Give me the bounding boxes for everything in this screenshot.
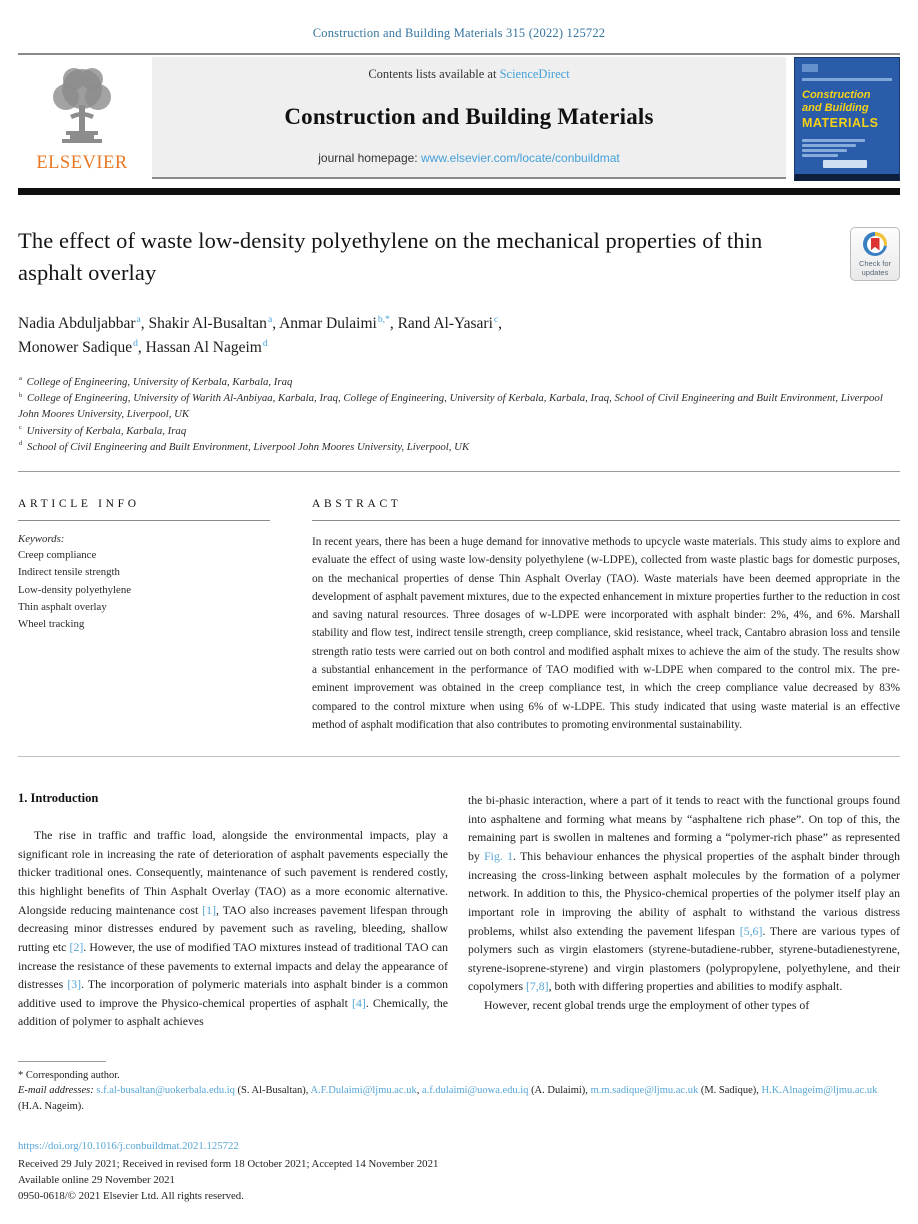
cover-issue-mark [802,64,818,72]
elsevier-tree-icon [40,63,124,151]
text-segment: , TAO also increases pavement lifespan through decreasing minor distresses endured by pavement such as raveling, bleeding, shallow rutting etc [18,902,448,954]
text-segment: E-mail addresses: [18,1085,97,1097]
text-segment: , [416,1085,422,1097]
text-segment: . There are various types of polymers such as virgin elastomers (styrene-butadiene-rubber, styrene-butadienestyrene, styrene-isoprene-styrene) and virgin plastomers (polypropylene, polyethylene, and their copolymers [468,923,900,994]
text-segment: (M. Sadique), [698,1085,762,1097]
text-segment: a [267,313,273,325]
section-divider [18,471,900,472]
badge-label: Check for updates [858,259,892,278]
info-abstract-section [18,498,900,734]
keyword-item: Wheel tracking [18,618,85,631]
inline-link[interactable]: s.f.al-busaltan@uokerbala.edu.iq [96,1085,235,1097]
article-history-block [18,1138,900,1205]
body-left-column [18,791,448,1031]
bookmark-icon [871,238,880,251]
journal-cover-thumbnail [794,57,900,181]
author-list [18,312,900,360]
heading-divider [312,520,900,521]
inline-link[interactable]: [1] [202,902,217,917]
affiliation-item: $^a$ College of Engineering, University of Kerbala, Karbala, Iraq [19,375,293,389]
title-row [18,225,900,288]
cover-divider [802,78,892,81]
inline-link[interactable]: a.f.dulaimi@uowa.edu.iq [421,1085,529,1097]
copyright-line: 0950-0618/© 2021 Elsevier Ltd. All rights reserved. [18,1190,244,1203]
cover-fineprint-lines [802,139,892,157]
text-segment: d [262,337,268,349]
received-dates: Received 29 July 2021; Received in revised form 18 October 2021; Accepted 14 November 2021 [18,1157,439,1170]
text-segment: , Rand Al-Yasari [389,315,493,332]
inline-link[interactable]: [4] [352,995,366,1010]
text-segment: , Anmar Dulaimi [272,315,377,332]
elsevier-logo [18,57,146,181]
text-segment: . Chemically, the addition of polymer to asphalt achieves [18,995,448,1029]
journal-cover [794,57,900,181]
inline-link[interactable]: [7,8] [526,979,549,994]
body-columns [18,791,900,1031]
email-addresses-line [18,1083,900,1116]
journal-title: Construction and Building Materials [284,103,654,129]
crossmark-icon [863,232,887,256]
section-divider [18,756,900,757]
text-segment: , both with differing properties and abilities to modify asphalt. [548,979,843,994]
available-online: Available online 29 November 2021 [18,1174,175,1187]
heading-divider [18,520,270,521]
body-right-column [468,791,900,1031]
doi-link[interactable]: https://doi.org/10.1016/j.conbuildmat.2021.125722 [18,1139,239,1152]
affiliations [18,374,900,455]
introduction-paragraph [468,791,900,996]
text-segment: , Hassan Al Nageim [137,339,262,357]
contents-line [368,67,569,82]
inline-link[interactable]: A.F.Dulaimi@ljmu.ac.uk [310,1085,417,1097]
text-segment: (H.A. Nageim). [18,1101,84,1113]
abstract-heading: ABSTRACT [312,497,402,510]
elsevier-wordmark: ELSEVIER [36,153,128,173]
text-segment: , Shakir Al-Busaltan [140,315,267,332]
introduction-paragraph: However, recent global trends urge the employment of other types of [484,998,810,1013]
journal-banner [152,57,786,179]
keyword-item: Low-density polyethylene [18,583,132,596]
homepage-url-link[interactable]: www.elsevier.com/locate/conbuildmat [420,151,620,165]
text-segment: (S. Al-Busaltan), [234,1085,311,1097]
text-segment: The rise in traffic and traffic load, alongside the environmental impacts, play a significant role in increasing the rate of deterioration of asphalt pavements especially the thicker traditional ones. Consequently, maintenance of such pavement is rendered costly, this highlight benefits of Thin Asphalt Overlay (TAO) as a more economic alternative. Alongside reducing maintenance cost [18,828,448,917]
keywords-label: Keywords: [18,532,65,545]
text-segment: b,* [377,313,390,325]
article-info-heading: ARTICLE INFO [18,497,140,510]
text-segment: (A. Dulaimi), [528,1085,591,1097]
sciencedirect-link[interactable]: ScienceDirect [499,67,570,81]
header-separator-bar [18,188,900,195]
text-segment: . This behaviour enhances the physical properties of the asphalt binder through increasing the cross-linking between asphalt molecules by the formation of a polymer network. In addition to this, the Physico-chemical properties of the polymer itself play an important role in improving the ability of asphalt to withstand the various distress problems, whilst also extending the pavement lifespan [468,849,900,938]
homepage-label: journal homepage: [318,151,421,165]
footnote-divider [18,1061,106,1062]
contents-prefix: Contents lists available at [368,67,500,81]
affiliation-item: $^c$ University of Kerbala, Karbala, Iraq [19,424,187,437]
article-info-column [18,498,270,734]
inline-link[interactable]: H.K.Alnageim@ljmu.ac.uk [761,1085,878,1097]
running-head-citation: Construction and Building Materials 315 (2022) 125722 [312,26,606,40]
cover-footer-mark [823,160,867,168]
corresponding-author-note: * Corresponding author. [18,1070,120,1082]
text-segment: Monower Sadique [18,339,133,357]
text-segment: , [498,315,503,332]
text-segment: d [133,337,138,349]
text-segment: . However, the use of modified TAO mixtures instead of traditional TAO can increase the resistance of these pavements to external impacts and delay the appearance of distresses [18,939,448,992]
footnote-block [18,1061,900,1116]
keyword-item: Thin asphalt overlay [18,600,107,613]
abstract-column [312,498,900,734]
text-segment: Nadia Abduljabbar [18,315,136,332]
text-segment: . The incorporation of polymeric materials into asphalt binder is a common additive used to improve the Physico-chemical properties of asphalt [18,977,448,1010]
inline-link[interactable]: Fig. 1 [484,849,514,864]
article-title: The effect of waste low-density polyethylene on the mechanical properties of thin asphalt overlay [18,228,763,285]
cover-title-line1: Construction [802,89,871,101]
inline-link[interactable]: [3] [67,977,82,992]
text-segment: a [136,313,141,325]
text-segment: c [493,313,499,325]
inline-link[interactable]: [5,6] [739,923,763,938]
cover-title-line3: MATERIALS [802,116,879,131]
check-for-updates-badge[interactable] [850,227,900,281]
cover-title-line2: and Building [802,101,869,114]
homepage-line [318,151,620,165]
introduction-paragraph [18,826,448,1031]
keyword-item: Indirect tensile strength [18,566,120,579]
affiliation-item: $^b$ College of Engineering, University of Warith Al-Anbiyaa, Karbala, Iraq, College of Engineering, University of Kerbala, Karbala, Iraq, School of Civil Engineering and Built Environment, Liverpool John Moores University, Liverpool, UK [18,391,883,421]
abstract-text: In recent years, there has been a huge demand for innovative methods to upcycle waste materials. This study aims to explore and evaluate the effect of using waste low-density polyethylene (w-LDPE), collected from waste plastic bags for domestic purposes, on the mechanical properties of dense Thin Asphalt Overlay (TAO). Waste materials have been deemed appropriate in the development of asphalt pavement mixtures, due to the expected enhancement in mixture properties further to the reduction in cost and saving natural resources. Three dosages of w-LDPE were incorporated with asphalt binder: 2%, 4%, and 6%. Marshall stability and flow test, indirect tensile strength, creep compliance, skid resistance, wheel track, Cantabro abrasion loss and tensile strength ratio tests were carried out on both control and modified asphalt mixes to achieve the aim of the study. The results show a substantial enhancement in the performance of TAO modified with w-LDPE when compared to the control mix. The pre-eminent improvement was obtained in the creep compliance test, in which the creep compliance value decreased by 83% compared to the control mixture when using 6% of w-LDPE. This study indicated that using waste material is an effective method of asphalt modification that also contributes to promoting environmental sustainability. [312,535,900,731]
text-segment: the bi-phasic interaction, where a part of it tends to react with the functional groups found into asphaltene and forming what means by “asphaltene rich phase”. On top of this, the remaining part is swollen in maltenes and forming a “polymer-rich phase” as represented by [468,793,900,864]
affiliation-item: $^d$ School of Civil Engineering and Built Environment, Liverpool John Moores University, Liverpool, UK [19,440,470,453]
keyword-item: Creep compliance [18,548,97,561]
introduction-heading: 1. Introduction [18,791,99,806]
inline-link[interactable]: [2] [69,939,84,954]
journal-header [18,53,900,181]
inline-link[interactable]: m.m.sadique@ljmu.ac.uk [590,1085,699,1097]
